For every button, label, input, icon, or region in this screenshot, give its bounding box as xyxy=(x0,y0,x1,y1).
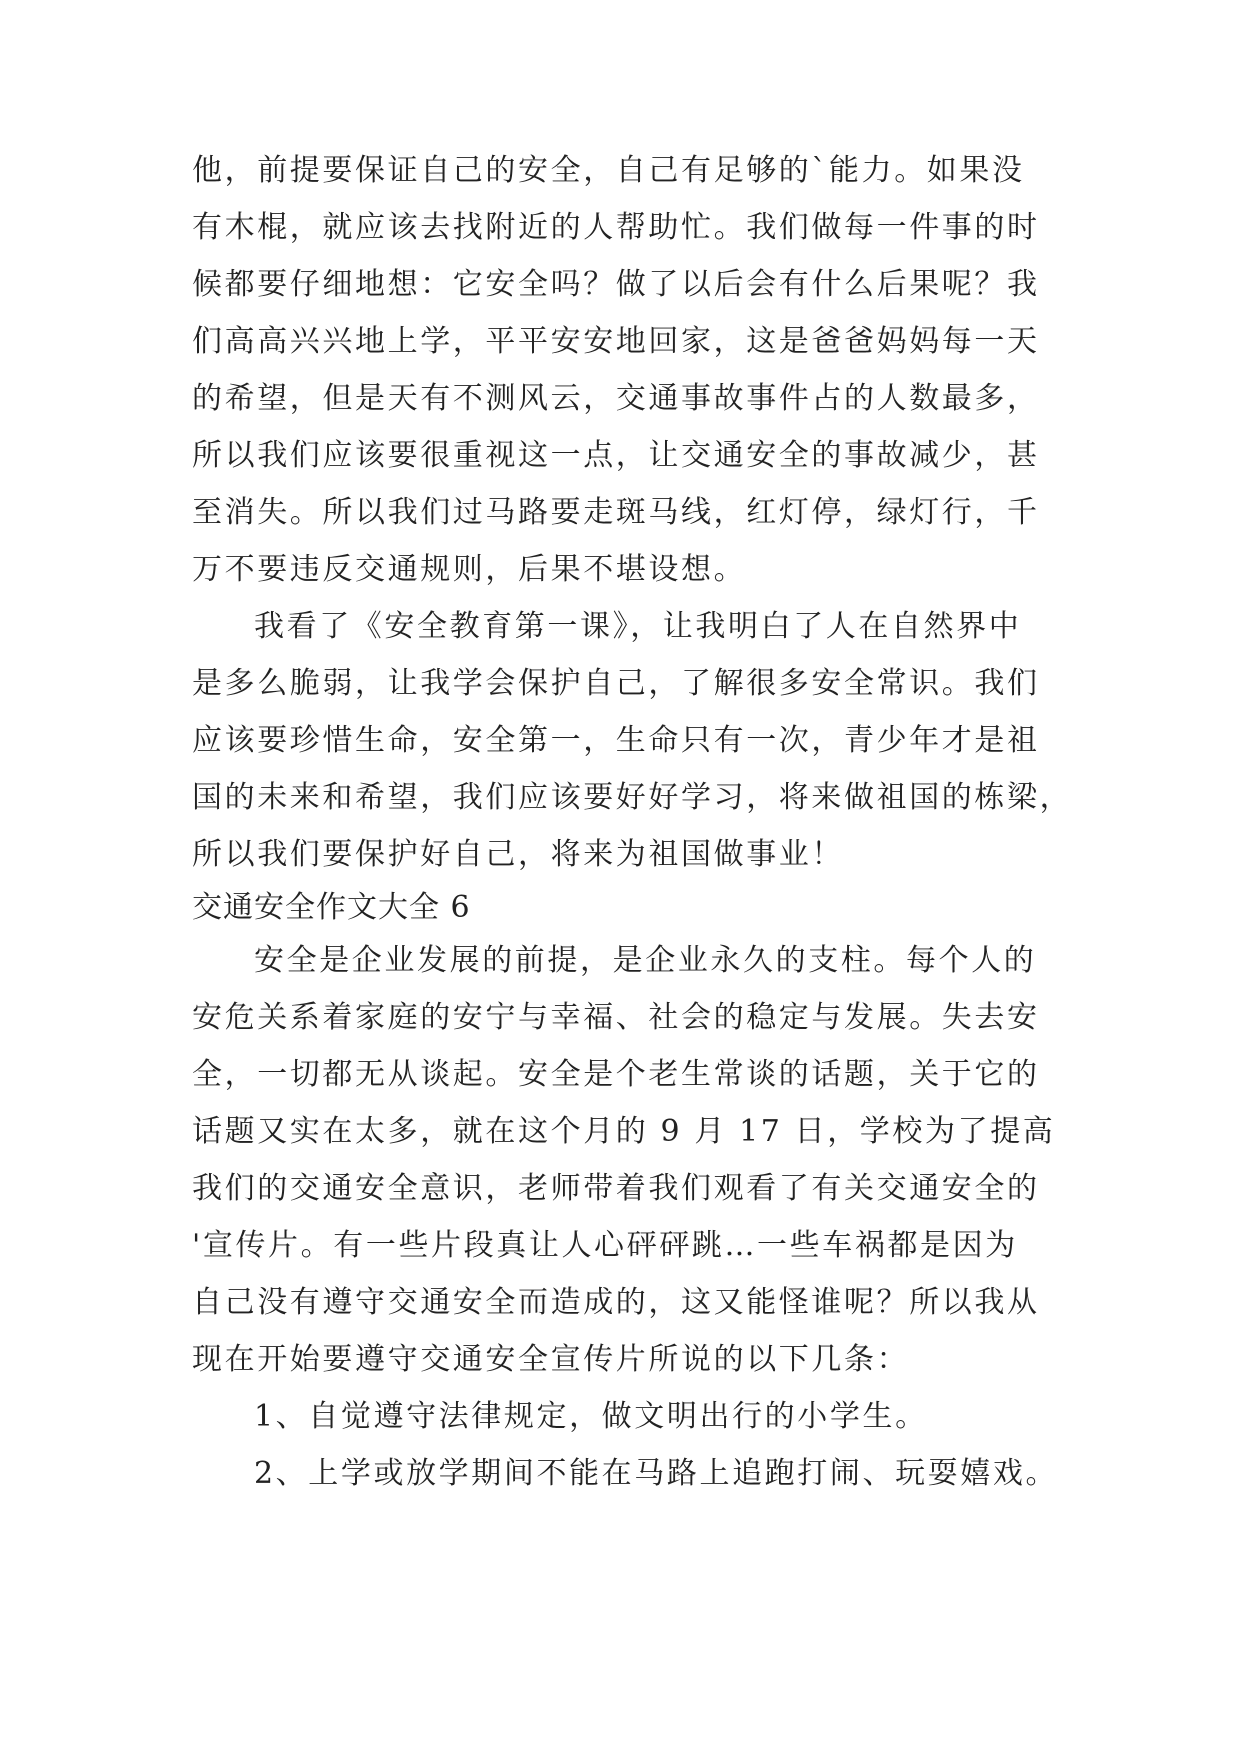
paragraph-line: 们高高兴兴地上学，平平安安地回家，这是爸爸妈妈每一天 xyxy=(192,324,1040,359)
paragraph-line: 我看了《安全教育第一课》，让我明白了人在自然界中 xyxy=(254,609,1022,644)
paragraph-line: 至消失。所以我们过马路要走斑马线，红灯停，绿灯行，千 xyxy=(192,495,1040,530)
paragraph-line: 话题又实在太多，就在这个月的 9 月 17 日，学校为了提高 xyxy=(192,1114,1056,1149)
paragraph-line: 自己没有遵守交通安全而造成的，这又能怪谁呢？所以我从 xyxy=(192,1285,1040,1320)
paragraph-line: 现在开始要遵守交通安全宣传片所说的以下几条： xyxy=(192,1342,910,1377)
paragraph-line: 安全是企业发展的前提，是企业永久的支柱。每个人的 xyxy=(254,943,1037,978)
paragraph-line: 所以我们应该要很重视这一点，让交通安全的事故减少，甚 xyxy=(192,438,1040,473)
paragraph-line: 所以我们要保护好自己，将来为祖国做事业！ xyxy=(192,837,844,872)
paragraph-line: 应该要珍惜生命，安全第一，生命只有一次，青少年才是祖 xyxy=(192,723,1040,758)
section-heading: 交通安全作文大全 6 xyxy=(192,890,471,925)
paragraph-line: 我们的交通安全意识，老师带着我们观看了有关交通安全的 xyxy=(192,1171,1040,1206)
paragraph-line: 全，一切都无从谈起。安全是个老生常谈的话题，关于它的 xyxy=(192,1057,1040,1092)
list-item: 2、上学或放学期间不能在马路上追跑打闹、玩耍嬉戏。 xyxy=(254,1456,1059,1491)
paragraph-line: 国的未来和希望，我们应该要好好学习，将来做祖国的栋梁， xyxy=(192,780,1073,815)
paragraph-line: 的希望，但是天有不测风云，交通事故事件占的人数最多， xyxy=(192,381,1040,416)
paragraph-line: 他，前提要保证自己的安全，自己有足够的`能力。如果没 xyxy=(192,153,1025,188)
paragraph-line: '宣传片。有一些片段真让人心砰砰跳…一些车祸都是因为 xyxy=(192,1228,1018,1263)
paragraph-line: 万不要违反交通规则，后果不堪设想。 xyxy=(192,552,747,587)
list-item: 1、自觉遵守法律规定，做文明出行的小学生。 xyxy=(254,1399,928,1434)
paragraph-line: 有木棍，就应该去找附近的人帮助忙。我们做每一件事的时 xyxy=(192,210,1040,245)
paragraph-line: 候都要仔细地想：它安全吗？做了以后会有什么后果呢？我 xyxy=(192,267,1040,302)
paragraph-line: 是多么脆弱，让我学会保护自己，了解很多安全常识。我们 xyxy=(192,666,1040,701)
paragraph-line: 安危关系着家庭的安宁与幸福、社会的稳定与发展。失去安 xyxy=(192,1000,1040,1035)
